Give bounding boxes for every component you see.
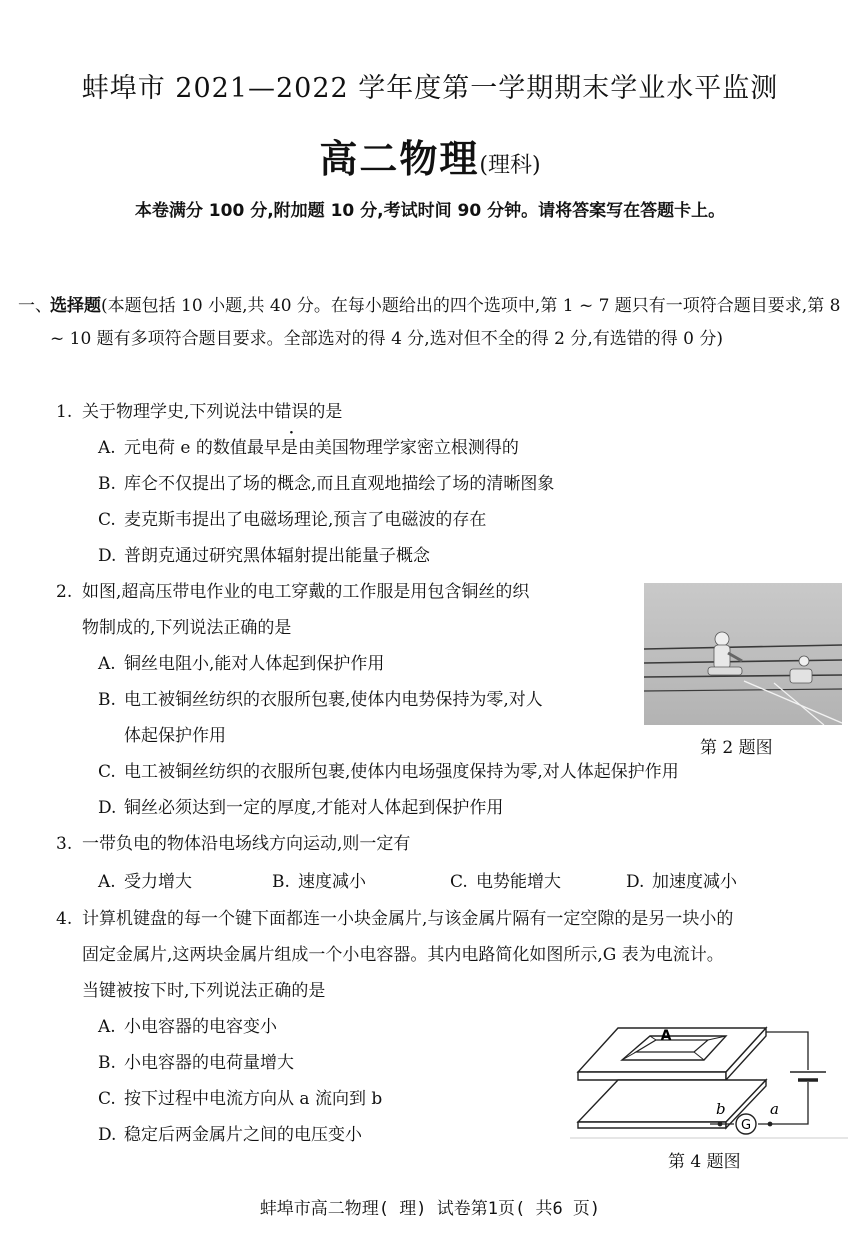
section-desc: (本题包括 10 小题,共 40 分。在每小题给出的四个选项中,第 1 ~ 7 题只有一项符合题目要求,第 8 ~ 10 题有多项符合题目要求。全部选对的得 4 分,选对但不全的得 2 分,有选错的得 0 分) (50, 296, 841, 349)
q4-option-d (98, 1119, 362, 1152)
q2-figure-photo (644, 583, 842, 725)
option-text: 麦克斯韦提出了电磁场理论,预言了电磁波的存在 (124, 510, 487, 530)
section-head: 选择题 (50, 296, 101, 316)
q1-option-b (98, 468, 554, 501)
option-text: 铜丝电阻小,能对人体起到保护作用 (124, 654, 385, 674)
option-label: B. (98, 474, 116, 494)
option-text: 电工被铜丝纺织的衣服所包裹,使体内电势保持为零,对人 (124, 690, 543, 710)
question-number: 2. (56, 582, 73, 602)
node-b-label: b (716, 1100, 726, 1118)
q3-option-a (98, 866, 192, 899)
option-text: 库仑不仅提出了场的概念,而且直观地描绘了场的清晰图象 (124, 474, 555, 494)
option-label: A. (98, 654, 116, 674)
option-label: D. (98, 1125, 117, 1145)
option-text: 受力增大 (124, 872, 192, 892)
option-text: 稳定后两金属片之间的电压变小 (124, 1125, 362, 1145)
section-text (18, 290, 846, 356)
option-label: B. (98, 690, 116, 710)
exam-note: 本卷满分 100 分,附加题 10 分,考试时间 90 分钟。请将答案写在答题卡上。 (134, 201, 726, 221)
stem-text: 一带负电的物体沿电场线方向运动,则一定有 (82, 834, 411, 854)
question-4-stem-cont: 固定金属片,这两块金属片组成一个小电容器。其内电路简化如图所示,G 表为电流计。 (82, 945, 724, 965)
option-label: C. (98, 510, 116, 530)
question-number: 4. (56, 909, 73, 929)
option-text: 小电容器的电荷量增大 (124, 1053, 294, 1073)
option-label: C. (450, 872, 468, 892)
question-number: 3. (56, 834, 73, 854)
option-text: 加速度减小 (652, 872, 737, 892)
question-number: 1. (56, 402, 73, 422)
option-text: 小电容器的电容变小 (124, 1017, 277, 1037)
option-label: C. (98, 1089, 116, 1109)
key-label: A (660, 1028, 672, 1044)
option-text: 普朗克通过研究黑体辐射提出能量子概念 (124, 546, 430, 566)
q4-option-c (98, 1083, 382, 1116)
section-marker: 一、 (18, 296, 52, 316)
option-label: A. (98, 438, 116, 458)
option-text: 按下过程中电流方向从 a 流向到 b (124, 1089, 383, 1109)
option-label: D. (98, 798, 117, 818)
q1-option-c (98, 504, 486, 537)
option-label: C. (98, 762, 116, 782)
option-text: 元电荷 e 的数值最早是由美国物理学家密立根测得的 (124, 438, 519, 458)
option-text: 速度减小 (298, 872, 366, 892)
option-text: 铜丝必须达到一定的厚度,才能对人体起到保护作用 (124, 798, 504, 818)
option-label: A. (98, 1017, 116, 1037)
q2-option-c (98, 756, 679, 789)
q1-option-a (98, 432, 519, 465)
q4-option-b (98, 1047, 294, 1080)
stem-text: 计算机键盘的每一个键下面都连一小块金属片,与该金属片隔有一定空隙的是另一块小的 (82, 909, 734, 929)
q2-figure-caption: 第 2 题图 (700, 738, 773, 758)
emphasis-dots: 错误 (274, 402, 309, 422)
q4-option-a (98, 1011, 277, 1044)
question-4-stem-cont: 当键被按下时,下列说法正确的是 (82, 981, 326, 1001)
subject-title (0, 128, 860, 183)
question-2-stem (56, 576, 529, 609)
section-choice (18, 290, 846, 356)
question-2-stem-cont: 物制成的,下列说法正确的是 (82, 618, 292, 638)
question-3-stem (56, 828, 410, 861)
option-label: B. (272, 872, 290, 892)
q3-option-d (626, 866, 737, 899)
stem-text: 的是 (308, 402, 343, 422)
galvanometer-label: G (740, 1118, 752, 1133)
q4-figure-caption: 第 4 题图 (668, 1152, 741, 1172)
node-a-label: a (770, 1100, 779, 1118)
option-text: 电势能增大 (476, 872, 561, 892)
q1-option-d (98, 540, 430, 573)
q2-option-d (98, 792, 503, 825)
q2-option-b-cont: 体起保护作用 (124, 726, 226, 746)
exam-title: 蚌埠市 2021—2022 学年度第一学期期末学业水平监测 (81, 73, 779, 104)
option-label: D. (626, 872, 645, 892)
question-1-stem (56, 396, 342, 429)
option-text: 电工被铜丝纺织的衣服所包裹,使体内电场强度保持为零,对人体起保护作用 (124, 762, 679, 782)
subject-name: 高二物理 (319, 137, 480, 181)
subject-tag: (理科) (479, 153, 541, 178)
option-label: B. (98, 1053, 116, 1073)
stem-text: 如图,超高压带电作业的电工穿戴的工作服是用包含铜丝的织 (82, 582, 530, 602)
stem-text: 关于物理学史,下列说法中 (82, 402, 275, 422)
q4-figure-circuit (570, 1010, 848, 1142)
option-label: A. (98, 872, 116, 892)
question-4-stem (56, 903, 733, 936)
q2-option-b (98, 684, 543, 717)
page-footer: 蚌埠市高二物理( 理) 试卷第1页( 共6 页) (259, 1199, 601, 1219)
q2-option-a (98, 648, 384, 681)
option-label: D. (98, 546, 117, 566)
q3-option-c (450, 866, 561, 899)
q3-option-b (272, 866, 366, 899)
